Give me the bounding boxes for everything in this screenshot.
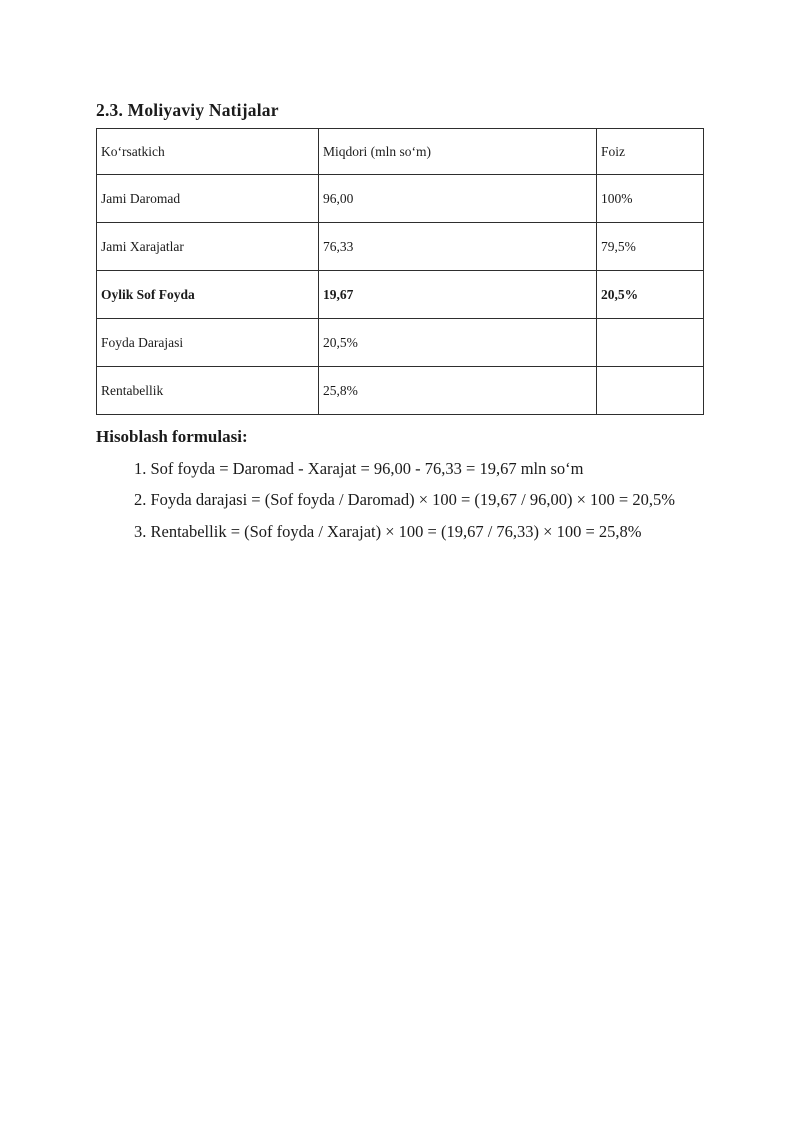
header-amount: Miqdori (mln so‘m) xyxy=(319,129,597,175)
header-percent: Foiz xyxy=(597,129,704,175)
row-amount: 25,8% xyxy=(319,367,597,415)
formula-net-profit: 1. Sof foyda = Daromad - Xarajat = 96,00 - 76,33 = 19,67 mln so‘m xyxy=(134,458,584,478)
row-label: Jami Daromad xyxy=(97,175,319,223)
row-amount: 19,67 xyxy=(319,271,597,319)
row-label: Oylik Sof Foyda xyxy=(97,271,319,319)
table-row xyxy=(97,223,704,271)
row-label: Jami Xarajatlar xyxy=(97,223,319,271)
row-percent: 20,5% xyxy=(597,271,704,319)
row-amount: 96,00 xyxy=(319,175,597,223)
row-percent xyxy=(597,319,704,367)
table-row xyxy=(97,271,704,319)
table-row xyxy=(97,319,704,367)
table-row xyxy=(97,367,704,415)
formulas-section xyxy=(96,421,706,547)
row-amount: 20,5% xyxy=(319,319,597,367)
financial-results-table xyxy=(96,128,704,415)
row-percent xyxy=(597,367,704,415)
table-header-row xyxy=(97,129,704,175)
row-percent: 79,5% xyxy=(597,223,704,271)
header-indicator: Ko‘rsatkich xyxy=(97,129,319,175)
formulas-heading: Hisoblash formulasi: xyxy=(96,427,248,446)
row-label: Foyda Darajasi xyxy=(97,319,319,367)
document-content xyxy=(96,100,706,547)
table-row xyxy=(97,175,704,223)
formula-profitability: 3. Rentabellik = (Sof foyda / Xarajat) × 100 = (19,67 / 76,33) × 100 = 25,8% xyxy=(134,521,642,541)
formula-profit-rate: 2. Foyda darajasi = (Sof foyda / Daromad) × 100 = (19,67 / 96,00) × 100 = 20,5% xyxy=(134,490,675,509)
row-label: Rentabellik xyxy=(97,367,319,415)
section-title: 2.3. Moliyaviy Natijalar xyxy=(96,100,279,120)
row-percent: 100% xyxy=(597,175,704,223)
row-amount: 76,33 xyxy=(319,223,597,271)
